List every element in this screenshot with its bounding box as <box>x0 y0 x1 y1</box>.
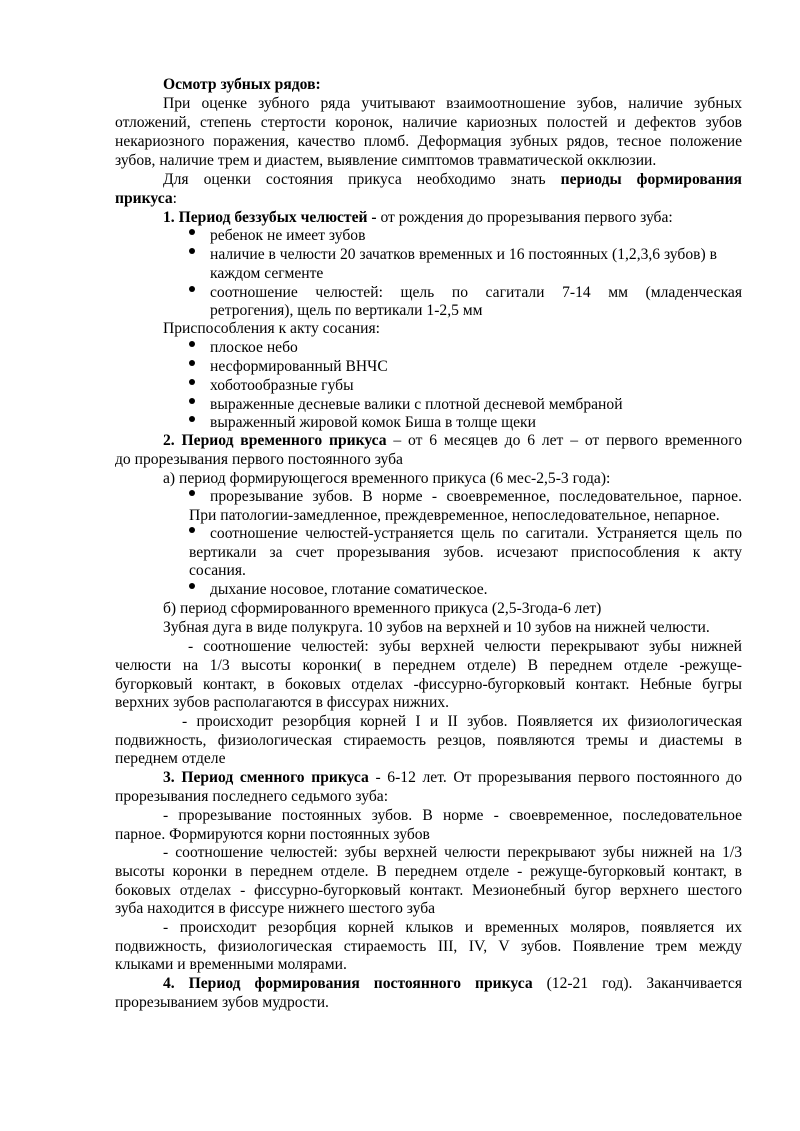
bullet-icon <box>189 490 195 496</box>
period2-b-line: подвижность, физиологическая стираемость резцов, появляются тремы и диастемы в <box>115 732 742 749</box>
list-item: наличие в челюсти 20 зачатков временных и 16 постоянных (1,2,3,6 зубов) в <box>210 246 717 263</box>
periods-intro-bold-2: прикуса <box>115 190 173 207</box>
period2-b-line: Зубная дуга в виде полукруга. 10 зубов на верхней и 10 зубов на нижней челюсти. <box>163 619 710 636</box>
list-item: хоботообразные губы <box>210 377 354 394</box>
list-item: дыхание носовое, глотание соматическое. <box>210 581 488 598</box>
period2-b-line: верхних зубов располагаются в фиссурах нижних. <box>115 694 450 711</box>
periods-intro <box>163 171 742 190</box>
period3-text: - 6-12 лет. От прорезывания первого постоянного до <box>368 769 742 786</box>
period3-line: - прорезывание постоянных зубов. В норме - своевременное, последовательное <box>163 807 742 824</box>
period2-b-line: бугорковый контакт, в боковых отделах -фиссурно-бугорковый контакт. Небные бугры <box>115 676 742 693</box>
period4-text-2: прорезыванием зубов мудрости. <box>115 994 329 1011</box>
bullet-icon <box>189 286 195 292</box>
list-item: плоское небо <box>210 339 298 356</box>
intro-line: некариозного поражения, качество пломб. Деформация зубных рядов, тесное положение <box>115 133 742 150</box>
period3-line: зуба находится в фиссуре нижнего шестого зуба <box>115 900 436 917</box>
period4-heading: 4. Период формирования постоянного прикуса <box>163 975 533 992</box>
list-item: выраженные десневые валики с плотной десневой мембраной <box>210 396 623 413</box>
list-item-continuation: вертикали за счет прорезывания зубов. исчезают приспособления к акту <box>189 544 742 561</box>
list-item: выраженный жировой комок Биша в толще щеки <box>210 414 536 431</box>
period2-sub-b: б) период сформированного временного прикуса (2,5-3года-6 лет) <box>163 600 602 617</box>
list-item: несформированный ВНЧС <box>210 358 388 375</box>
bullet-icon <box>189 398 195 404</box>
bullet-icon <box>189 583 195 589</box>
list-item: ребенок не имеет зубов <box>210 227 366 244</box>
list-item-continuation: сосания. <box>189 562 246 579</box>
list-item-continuation: При патологии-замедленное, преждевременное, непоследовательное, непарное. <box>189 507 720 524</box>
bullet-icon <box>189 416 195 422</box>
intro-line: зубов, наличие трем и диастем, выявление симптомов травматической окклюзии. <box>115 152 657 169</box>
period4-heading-line <box>163 975 742 994</box>
period3-line: клыками и временными молярами. <box>115 956 347 973</box>
period3-heading: 3. Период сменного прикуса <box>163 769 369 786</box>
bullet-icon <box>189 248 195 254</box>
period3-line: высоты коронки в переднем отделе. В переднем отделе - режуще-бугорковый контакт, в <box>115 863 742 880</box>
bullet-icon <box>189 360 195 366</box>
period3-line: боковых отделах - фиссурно-бугорковый контакт. Мезионебный бугор верхнего шестого <box>115 882 742 899</box>
periods-intro-end <box>115 190 177 209</box>
intro-line: отложений, степень стертости коронок, наличие кариозных полостей и дефектов зубов <box>115 114 742 131</box>
list-item: соотношение челюстей: щель по сагитали 7-14 мм (младенческая <box>210 284 742 301</box>
period3-line: подвижность, физиологическая стираемость III, IV, V зубов. Появление трем между <box>115 938 742 955</box>
bullet-icon <box>189 379 195 385</box>
period2-sub-a: а) период формирующегося временного прикуса (6 мес-2,5-3 года): <box>163 470 611 487</box>
periods-intro-colon: : <box>172 190 177 207</box>
periods-intro-bold: периоды формирования <box>560 171 742 188</box>
adaptations-label: Приспособления к акту сосания: <box>163 320 380 337</box>
bullet-icon <box>189 341 195 347</box>
bullet-icon <box>189 229 195 235</box>
period2-b-line: челюсти на 1/3 высоты коронки( в переднем отделе) В переднем отделе -режуще- <box>115 657 742 674</box>
period2-heading: 2. Период временного прикуса <box>163 432 387 449</box>
period2-text: – от 6 месяцев до 6 лет – от первого временного <box>386 432 742 449</box>
period4-text: (12-21 год). Заканчивается <box>532 975 742 992</box>
list-item-continuation: ретрогения), щель по вертикали 1-2,5 мм <box>210 302 483 319</box>
period3-line: - соотношение челюстей: зубы верхней челюсти перекрывают зубы нижней на 1/3 <box>163 844 742 861</box>
period1-heading-line <box>163 209 673 228</box>
period2-b-line: переднем отделе <box>115 750 226 767</box>
period3-line: - происходит резорбция корней клыков и временных моляров, появляется их <box>163 919 742 936</box>
period2-b-line: - происходит резорбция корней I и II зубов. Появляется их физиологическая <box>182 713 742 730</box>
period2-heading-line <box>163 432 742 451</box>
bullet-icon <box>189 527 195 533</box>
section-title: Осмотр зубных рядов: <box>163 76 321 93</box>
period1-heading: 1. Период беззубых челюстей - <box>163 209 377 226</box>
period3-line: прорезывания последнего седьмого зуба: <box>115 788 389 805</box>
period2-b-line: - соотношение челюстей: зубы верхней челюсти перекрывают зубы нижней <box>188 638 742 655</box>
period3-line: парное. Формируются корни постоянных зубов <box>115 826 430 843</box>
period2-text-2: до прорезывания первого постоянного зуба <box>115 451 403 468</box>
period3-heading-line <box>163 769 742 788</box>
list-item-continuation: каждом сегменте <box>210 265 324 282</box>
intro-line: При оценке зубного ряда учитывают взаимоотношение зубов, наличие зубных <box>163 95 742 112</box>
list-item: прорезывание зубов. В норме - своевременное, последовательное, парное. <box>210 488 742 505</box>
list-item: соотношение челюстей-устраняется щель по сагитали. Устраняется щель по <box>210 525 742 542</box>
periods-intro-text: Для оценки состояния прикуса необходимо знать <box>163 171 561 188</box>
period1-text: от рождения до прорезывания первого зуба: <box>376 209 673 226</box>
